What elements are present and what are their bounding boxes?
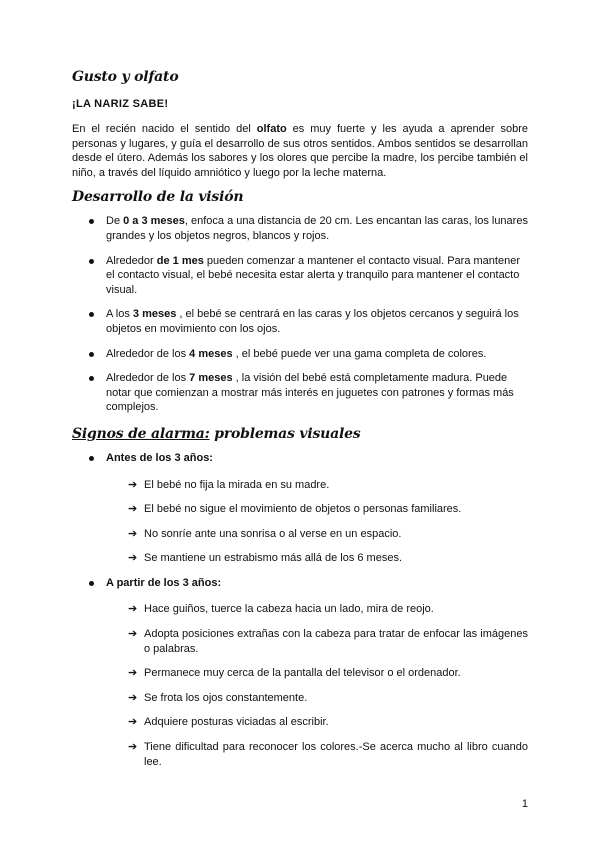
alarm-list: [72, 478, 528, 566]
arrow-icon: ➔: [128, 552, 138, 565]
arrow-icon: ➔: [128, 691, 138, 704]
item-text: pueden comenzar a mantener el contacto visual. Para mantener el contacto visual, el bebé necesita estar alerta y tranquilo para mantener el contacto visual.: [106, 254, 520, 296]
list-item: [72, 371, 528, 415]
list-item: [72, 602, 528, 617]
item-bold: 4 meses: [189, 347, 233, 360]
item-text: Alrededor: [106, 254, 157, 267]
item-bold: 7 meses: [189, 372, 233, 385]
item-text: El bebé no sigue el movimiento de objetos o personas familiares.: [144, 503, 462, 516]
subtitle-nariz-sabe: ¡LA NARIZ SABE!: [72, 98, 169, 110]
arrow-icon: ➔: [128, 527, 138, 540]
list-item: [72, 347, 528, 362]
list-item: [72, 740, 528, 769]
item-text: Se mantiene un estrabismo más allá de los 6 meses.: [144, 552, 403, 565]
alarm-heading: A partir de los 3 años:: [72, 576, 528, 591]
arrow-icon: ➔: [128, 628, 138, 641]
item-bold: de 1 mes: [156, 254, 204, 267]
item-text: , enfoca a una distancia de 20 cm. Les encantan las caras, los lunares grandes y los objetos negros, blancos y rojos.: [106, 215, 528, 242]
item-text: Hace guiños, tuerce la cabeza hacia un lado, mira de reojo.: [144, 603, 434, 616]
vision-list: [72, 214, 528, 415]
item-text: , el bebé puede ver una gama completa de colores.: [232, 347, 487, 360]
alarm-group-partir: [72, 576, 528, 769]
list-item: [72, 551, 528, 566]
page-number: 1: [521, 798, 528, 810]
list-item: [72, 691, 528, 706]
item-text: De: [106, 215, 124, 228]
section-title-alarma-visible: [72, 425, 528, 443]
list-item: [72, 627, 528, 656]
list-item: [72, 666, 528, 681]
alarm-group-antes: [72, 451, 528, 566]
item-bold: 3 meses: [132, 308, 177, 321]
para-text-1: En el recién nacido el sentido del: [72, 123, 257, 135]
paragraph-olfato: [72, 122, 528, 180]
item-bold: 0 a 3 meses: [123, 215, 185, 228]
list-item: [72, 715, 528, 730]
section-title-gusto-olfato: Gusto y olfato: [72, 69, 179, 85]
section-title-vision: Desarrollo de la visión: [72, 189, 244, 206]
alarm-heading: Antes de los 3 años:: [72, 451, 528, 466]
list-item: [72, 214, 528, 243]
item-text: Alrededor de los: [106, 347, 190, 360]
list-item: [72, 502, 528, 517]
title-rest: problemas visuales: [209, 425, 361, 442]
item-text: , el bebé se centrará en las caras y los objetos cercanos y seguirá los objetos en movimiento con los ojos.: [106, 308, 519, 335]
list-item: [72, 478, 528, 493]
arrow-icon: ➔: [128, 603, 138, 616]
document-page: [72, 68, 528, 779]
list-item: [72, 254, 528, 298]
arrow-icon: ➔: [128, 716, 138, 729]
item-text: A los: [106, 308, 133, 321]
item-text: Permanece muy cerca de la pantalla del televisor o el ordenador.: [144, 667, 461, 680]
item-text: Tiene dificultad para reconocer los colores.-Se acerca mucho al libro cuando lee.: [144, 741, 528, 768]
arrow-icon: ➔: [128, 667, 138, 680]
alarm-list: [72, 602, 528, 769]
title-underlined: Signos de alarma:: [72, 425, 210, 442]
list-item: [72, 527, 528, 542]
item-text: Adopta posiciones extrañas con la cabeza para tratar de enfocar las imágenes o palabras.: [144, 628, 528, 655]
item-text: El bebé no fija la mirada en su madre.: [144, 478, 330, 491]
item-text: No sonríe ante una sonrisa o al verse en un espacio.: [144, 527, 402, 540]
para-text-2: es muy fuerte y les ayuda a aprender sobre personas y lugares, y guía el desarrollo de sus otros sentidos. Ambos sentidos se desarrollan desde el útero. Además los sabores y los olores que percibe la madre, los percibe también el niño, a través del líquido amniótico y luego por la leche materna.: [72, 123, 528, 179]
item-text: Adquiere posturas viciadas al escribir.: [144, 716, 329, 729]
arrow-icon: ➔: [128, 503, 138, 516]
item-text: , la visión del bebé está completamente madura. Puede notar que comienzan a mostrar más interés en juguetes con patrones y formas más complejos.: [106, 372, 514, 414]
para-bold-olfato: olfato: [256, 123, 287, 135]
item-text: Se frota los ojos constantemente.: [144, 691, 308, 704]
arrow-icon: ➔: [128, 478, 138, 491]
item-text: Alrededor de los: [106, 372, 190, 385]
list-item: [72, 307, 528, 336]
arrow-icon: ➔: [128, 741, 138, 754]
